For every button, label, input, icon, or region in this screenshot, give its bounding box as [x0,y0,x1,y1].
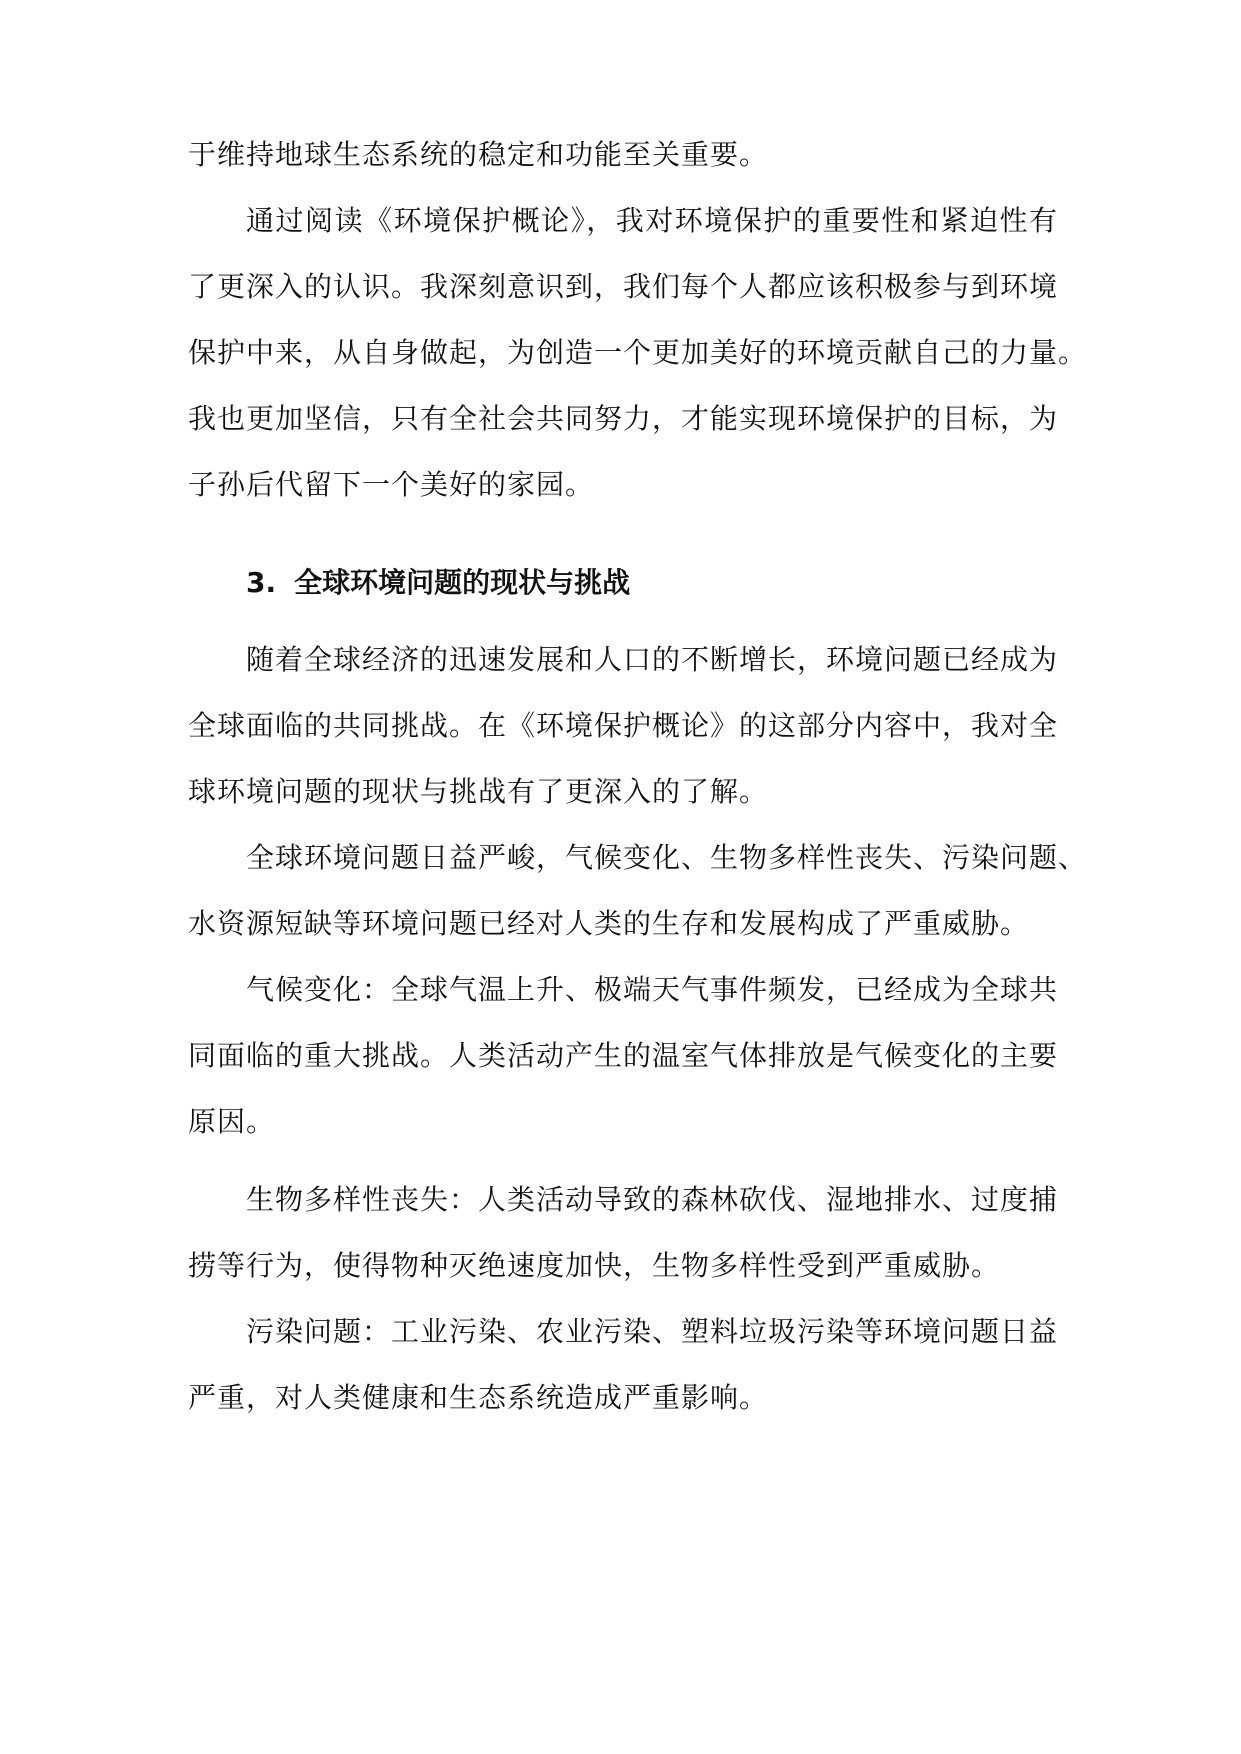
paragraph-line: 生物多样性丧失：人类活动导致的森林砍伐、湿地排水、过度捕 [246,1183,1059,1216]
paragraph-line: 污染问题：工业污染、农业污染、塑料垃圾污染等环境问题日益 [246,1315,1059,1348]
section-number: 3. [246,566,277,599]
paragraph-line: 全球面临的共同挑战。在《环境保护概论》的这部分内容中，我对全 [188,709,1059,742]
section-heading [246,563,630,603]
paragraph-line: 原因。 [188,1105,276,1138]
paragraph-line: 严重，对人类健康和生态系统造成严重影响。 [188,1381,769,1414]
paragraph-line: 球环境问题的现状与挑战有了更深入的了解。 [188,775,769,808]
paragraph-line: 捞等行为，使得物种灭绝速度加快，生物多样性受到严重威胁。 [188,1249,1001,1282]
paragraph-line: 保护中来，从自身做起，为创造一个更加美好的环境贡献自己的力量。 [188,336,1088,369]
paragraph-line: 气候变化：全球气温上升、极端天气事件频发，已经成为全球共 [246,973,1059,1006]
paragraph-line: 我也更加坚信，只有全社会共同努力，才能实现环境保护的目标，为 [188,402,1059,435]
paragraph-line: 水资源短缺等环境问题已经对人类的生存和发展构成了严重威胁。 [188,907,1030,940]
paragraph-line: 随着全球经济的迅速发展和人口的不断增长，环境问题已经成为 [246,643,1059,676]
paragraph-line: 于维持地球生态系统的稳定和功能至关重要。 [188,138,769,171]
paragraph-line: 子孙后代留下一个美好的家园。 [188,468,595,501]
paragraph-line: 了更深入的认识。我深刻意识到，我们每个人都应该积极参与到环境 [188,270,1059,303]
section-title: 全球环境问题的现状与挑战 [294,566,631,599]
paragraph-line: 同面临的重大挑战。人类活动产生的温室气体排放是气候变化的主要 [188,1039,1059,1072]
paragraph-line: 全球环境问题日益严峻，气候变化、生物多样性丧失、污染问题、 [246,841,1088,874]
paragraph-line: 通过阅读《环境保护概论》，我对环境保护的重要性和紧迫性有 [246,204,1058,237]
